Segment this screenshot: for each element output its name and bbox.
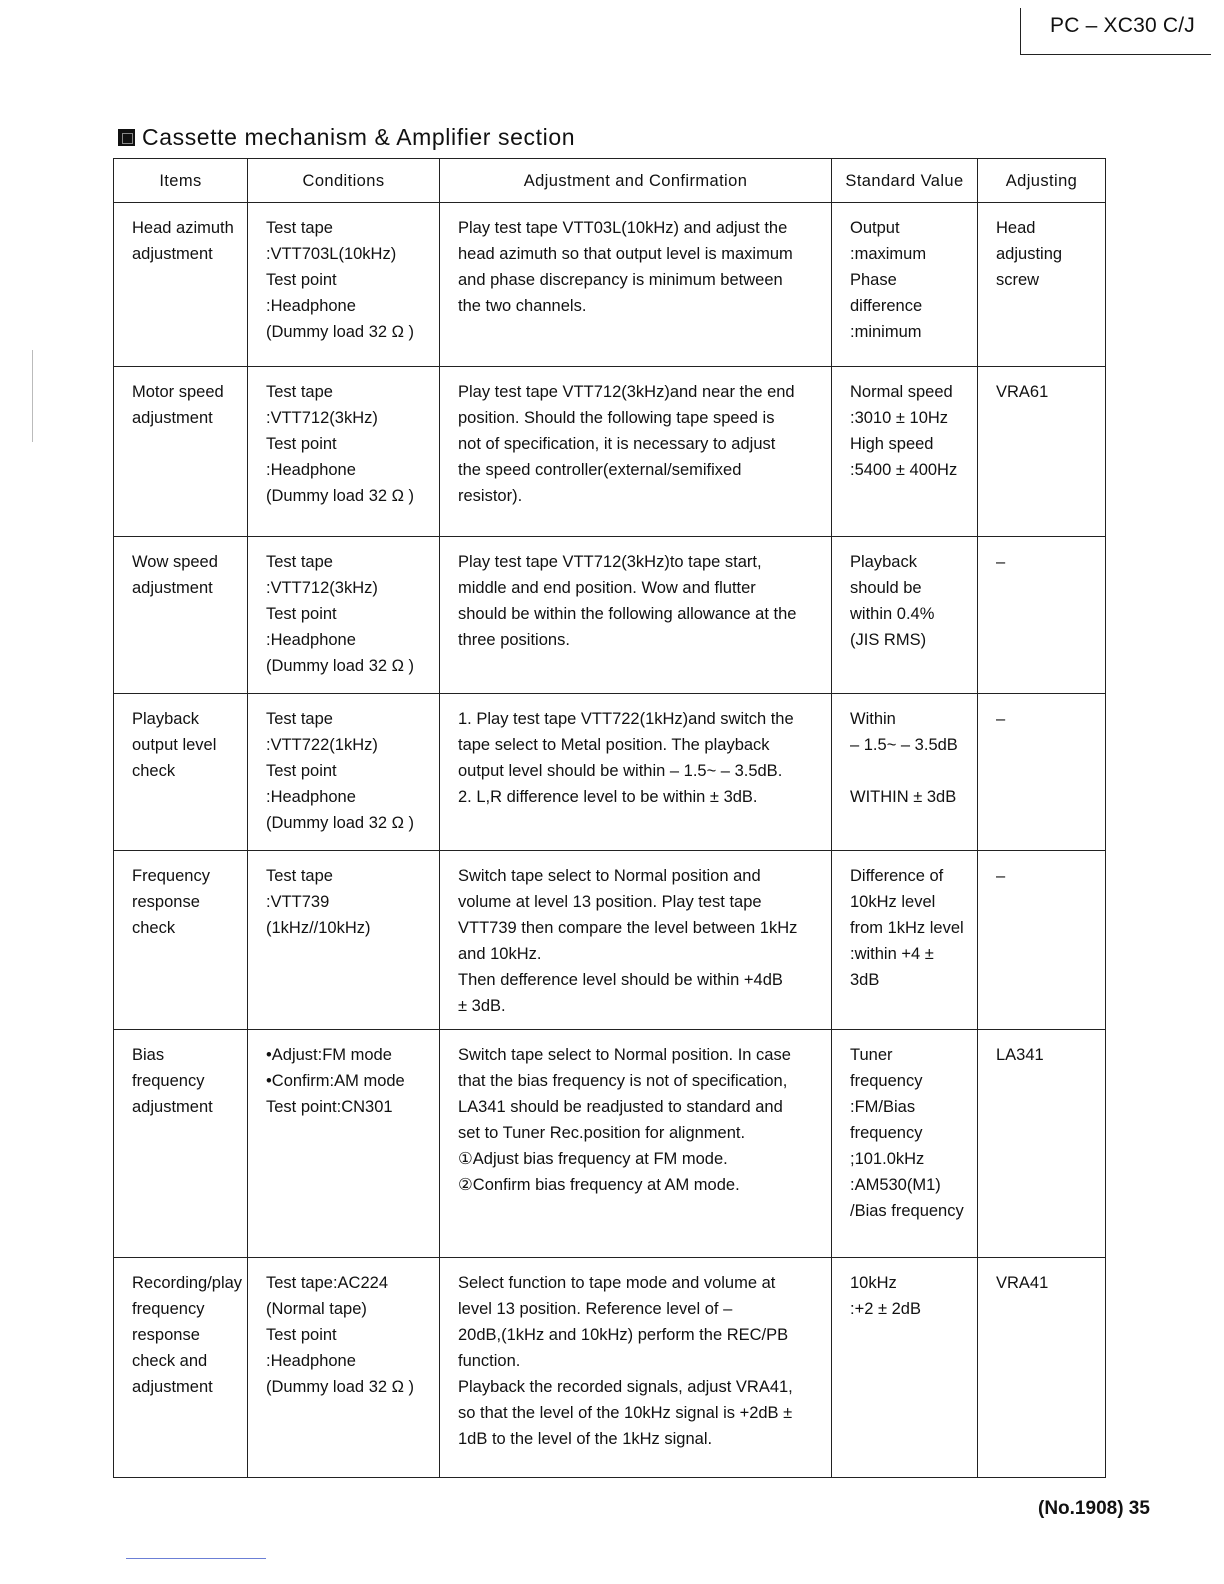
cell-standard-value-line: frequency [850,1124,923,1142]
cell-conditions-line: Test point [266,435,337,453]
cell-adjustment-line: volume at level 13 position. Play test tape [458,893,762,911]
cell-standard-value-line: from 1kHz level [850,919,964,937]
cell-conditions [248,203,440,367]
cell-adjustment [440,694,832,851]
table-row [114,1030,1106,1258]
cell-adjustment-line: Play test tape VTT03L(10kHz) and adjust the [458,219,788,237]
cell-item-line: check [132,762,176,780]
cell-conditions-line: Test point [266,762,337,780]
cell-standard-value-line: :maximum [850,245,927,263]
header-adjustment: Adjustment and Confirmation [440,159,832,203]
cell-standard-value-line: Normal speed [850,383,953,401]
cell-adjusting [978,537,1106,694]
cell-adjusting-line: – [996,867,1006,885]
cell-item-line: adjustment [132,245,213,263]
table-row [114,694,1106,851]
cell-item [114,694,248,851]
cell-item-line: response [132,1326,200,1344]
cell-adjusting-line: LA341 [996,1046,1044,1064]
cell-adjustment [440,203,832,367]
table-row [114,367,1106,537]
cell-standard-value-line: :minimum [850,323,922,341]
page-number: (No.1908) 35 [1038,1498,1150,1519]
cell-adjustment-line: should be within the following allowance at the [458,605,797,623]
cell-item-line: Motor speed [132,383,224,401]
cell-adjusting-line: Head [996,219,1036,237]
cell-standard-value-line: ;101.0kHz [850,1150,925,1168]
cell-conditions-line: (Dummy load 32 Ω ) [266,657,415,675]
cell-adjustment-line: head azimuth so that output level is maximum [458,245,793,263]
cell-conditions-line: •Confirm:AM mode [266,1072,405,1090]
cell-conditions-line: Test tape [266,710,333,728]
cell-standard-value [832,694,978,851]
cell-conditions-line: Test point [266,1326,337,1344]
cell-item-line: adjustment [132,409,213,427]
section-heading [118,124,575,151]
cell-item-line: Bias [132,1046,165,1064]
cell-adjusting-line: – [996,553,1006,571]
table-row [114,1258,1106,1478]
model-number: PC – XC30 C/J [1050,14,1195,37]
cell-conditions [248,1258,440,1478]
cell-standard-value-line: difference [850,297,923,315]
cell-standard-value-line: Phase [850,271,897,289]
cell-adjusting [978,694,1106,851]
cell-standard-value-line: 10kHz level [850,893,936,911]
cell-adjustment-line: Switch tape select to Normal position and [458,867,761,885]
cell-adjustment-line: the two channels. [458,297,587,315]
cell-item-line: adjustment [132,1098,213,1116]
cell-standard-value-line: (JIS RMS) [850,631,927,649]
cell-conditions-line: :Headphone [266,297,356,315]
cell-standard-value-line: should be [850,579,922,597]
cell-conditions [248,367,440,537]
cell-conditions-line: :VTT712(3kHz) [266,579,378,597]
cell-item [114,1258,248,1478]
cell-conditions-line: :VTT739 [266,893,330,911]
cell-item [114,367,248,537]
cell-standard-value-line: 3dB [850,971,880,989]
cell-conditions-line: Test tape [266,383,333,401]
cell-standard-value-line: /Bias frequency [850,1202,964,1220]
cell-conditions-line: Test tape [266,553,333,571]
cell-standard-value-line: 10kHz [850,1274,897,1292]
filled-square-icon [118,129,135,146]
cell-standard-value-line: Difference of [850,867,944,885]
cell-conditions-line: :Headphone [266,1352,356,1370]
cell-standard-value [832,1030,978,1258]
cell-adjustment-line: 1dB to the level of the 1kHz signal. [458,1430,713,1448]
cell-standard-value-line: Output [850,219,900,237]
cell-standard-value-line: :FM/Bias [850,1098,916,1116]
cell-standard-value-line: Tuner [850,1046,893,1064]
cell-adjustment [440,1258,832,1478]
cell-conditions-line: Test tape [266,219,333,237]
cell-adjusting-line: adjusting [996,245,1063,263]
cell-adjustment-line: ②Confirm bias frequency at AM mode. [458,1176,740,1194]
cell-item-line: output level [132,736,217,754]
cell-standard-value-line: :3010 ± 10Hz [850,409,949,427]
cell-item-line: adjustment [132,1378,213,1396]
cell-adjustment-line: middle and end position. Wow and flutter [458,579,756,597]
cell-adjustment-line: position. Should the following tape speed is [458,409,775,427]
header-conditions: Conditions [248,159,440,203]
cell-standard-value-line: – 1.5~ – 3.5dB [850,736,958,754]
cell-adjustment-line: Select function to tape mode and volume at [458,1274,776,1292]
cell-adjustment-line: and phase discrepancy is minimum between [458,271,783,289]
cell-adjustment-line: the speed controller(external/semifixed [458,461,742,479]
cell-item-line: Frequency [132,867,210,885]
cell-adjustment [440,537,832,694]
cell-standard-value [832,203,978,367]
cell-conditions-line: :VTT703L(10kHz) [266,245,397,263]
cell-item-line: response [132,893,200,911]
margin-mark [32,350,33,442]
cell-adjustment-line: and 10kHz. [458,945,542,963]
cell-adjustment [440,367,832,537]
cell-conditions-line: :Headphone [266,788,356,806]
cell-item-line: adjustment [132,579,213,597]
cell-adjustment-line: Then defference level should be within +4dB [458,971,783,989]
cell-adjustment [440,851,832,1030]
cell-adjustment-line: set to Tuner Rec.position for alignment. [458,1124,746,1142]
cell-standard-value-line: Within [850,710,896,728]
cell-adjustment-line: resistor). [458,487,523,505]
cell-adjustment-line: ± 3dB. [458,997,506,1015]
cell-adjustment-line: LA341 should be readjusted to standard and [458,1098,783,1116]
header-standard-value: Standard Value [832,159,978,203]
cell-adjustment-line: Playback the recorded signals, adjust VRA41, [458,1378,793,1396]
cell-conditions-line: :Headphone [266,461,356,479]
cell-standard-value [832,851,978,1030]
cell-conditions-line: (Dummy load 32 Ω ) [266,487,415,505]
cell-adjustment-line: 2. L,R difference level to be within ± 3dB. [458,788,758,806]
cell-item [114,1030,248,1258]
section-title: Cassette mechanism & Amplifier section [142,124,576,150]
header-adjusting: Adjusting [978,159,1106,203]
cell-conditions-line: Test tape:AC224 [266,1274,388,1292]
header-items: Items [114,159,248,203]
cell-conditions-line: Test tape [266,867,333,885]
cell-adjustment-line: three positions. [458,631,570,649]
cell-standard-value-line: High speed [850,435,934,453]
cell-item-line: Playback [132,710,199,728]
cell-adjustment-line: Play test tape VTT712(3kHz)and near the end [458,383,795,401]
cell-adjustment-line: function. [458,1352,521,1370]
cell-adjustment-line: Switch tape select to Normal position. In case [458,1046,791,1064]
cell-standard-value [832,1258,978,1478]
cell-conditions [248,1030,440,1258]
cell-adjusting [978,1258,1106,1478]
cell-conditions-line: (Dummy load 32 Ω ) [266,1378,415,1396]
cell-standard-value-line: :5400 ± 400Hz [850,461,958,479]
cell-adjustment-line: output level should be within – 1.5~ – 3.5dB. [458,762,783,780]
cell-adjusting-line: VRA41 [996,1274,1049,1292]
cell-adjusting-line: – [996,710,1006,728]
cell-adjustment-line: 1. Play test tape VTT722(1kHz)and switch the [458,710,794,728]
cell-standard-value-line [850,758,973,784]
cell-conditions-line: (Dummy load 32 Ω ) [266,323,415,341]
cell-item-line: check and [132,1352,208,1370]
cell-conditions-line: :Headphone [266,631,356,649]
table-header-row [114,159,1106,203]
cell-item-line: Recording/play [132,1274,243,1292]
cell-adjustment-line: so that the level of the 10kHz signal is +2dB ± [458,1404,793,1422]
adjustment-table [113,158,1106,1478]
cell-standard-value-line: :within +4 ± [850,945,934,963]
cell-standard-value-line: WITHIN ± 3dB [850,788,957,806]
table-row [114,537,1106,694]
cell-standard-value [832,537,978,694]
cell-standard-value-line: :AM530(M1) [850,1176,941,1194]
cell-adjustment-line: not of specification, it is necessary to adjust [458,435,776,453]
cell-adjusting [978,851,1106,1030]
cell-adjustment-line: that the bias frequency is not of specification, [458,1072,788,1090]
cell-adjusting [978,203,1106,367]
cell-standard-value-line: frequency [850,1072,923,1090]
cell-adjustment [440,1030,832,1258]
cell-conditions-line: (Dummy load 32 Ω ) [266,814,415,832]
table-row [114,203,1106,367]
cell-conditions-line: (1kHz//10kHz) [266,919,371,937]
page-underline [126,1558,266,1559]
cell-conditions [248,694,440,851]
cell-conditions [248,537,440,694]
cell-adjusting-line: VRA61 [996,383,1049,401]
cell-adjustment-line: tape select to Metal position. The playback [458,736,770,754]
cell-item [114,537,248,694]
cell-conditions-line: Test point:CN301 [266,1098,393,1116]
cell-conditions-line: •Adjust:FM mode [266,1046,392,1064]
cell-conditions-line: :VTT722(1kHz) [266,736,378,754]
cell-adjustment-line: 20dB,(1kHz and 10kHz) perform the REC/PB [458,1326,789,1344]
cell-conditions-line: Test point [266,271,337,289]
cell-standard-value [832,367,978,537]
cell-item-line: Wow speed [132,553,218,571]
cell-standard-value-line: within 0.4% [850,605,935,623]
cell-adjustment-line: Play test tape VTT712(3kHz)to tape start, [458,553,762,571]
cell-item [114,851,248,1030]
cell-standard-value-line: Playback [850,553,917,571]
cell-standard-value-line: :+2 ± 2dB [850,1300,921,1318]
cell-adjustment-line: VTT739 then compare the level between 1kHz [458,919,798,937]
cell-adjustment-line: ①Adjust bias frequency at FM mode. [458,1150,728,1168]
cell-item [114,203,248,367]
cell-conditions [248,851,440,1030]
cell-conditions-line: (Normal tape) [266,1300,367,1318]
table-row [114,851,1106,1030]
cell-conditions-line: :VTT712(3kHz) [266,409,378,427]
cell-item-line: Head azimuth [132,219,234,237]
cell-adjusting [978,1030,1106,1258]
cell-item-line: check [132,919,176,937]
cell-item-line: frequency [132,1072,205,1090]
cell-adjusting-line: screw [996,271,1040,289]
cell-adjusting [978,367,1106,537]
cell-item-line: frequency [132,1300,205,1318]
cell-conditions-line: Test point [266,605,337,623]
cell-adjustment-line: level 13 position. Reference level of – [458,1300,733,1318]
